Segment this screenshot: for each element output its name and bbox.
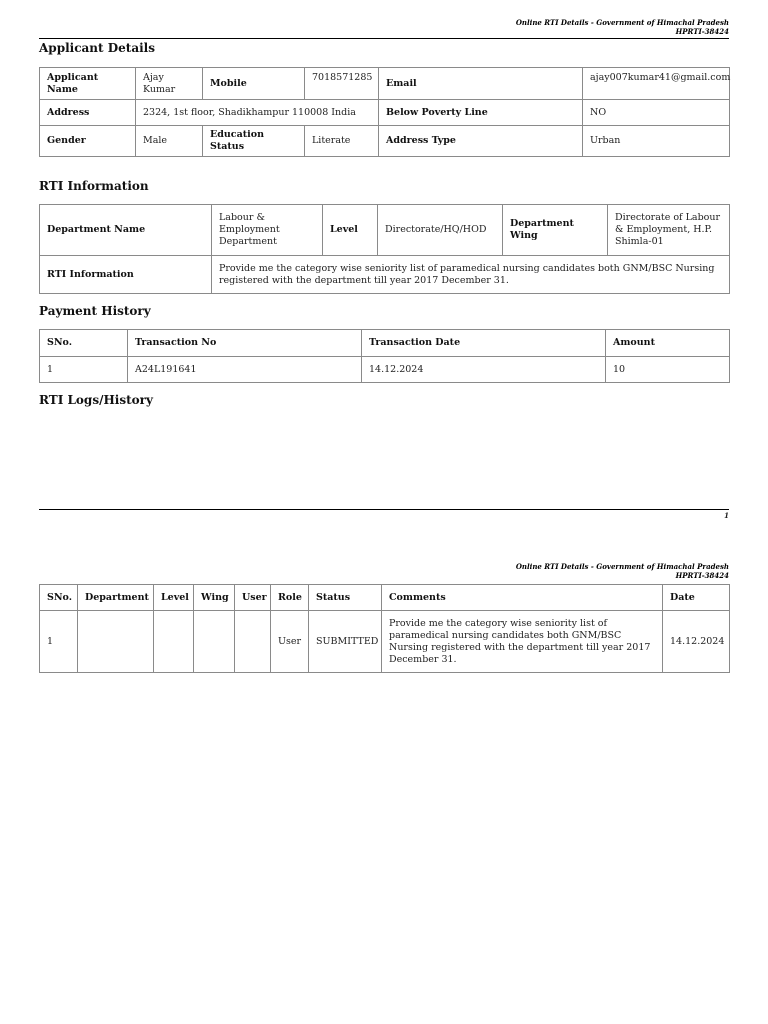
payment-sno: 1 bbox=[40, 357, 128, 383]
logs-header-sno: SNo. bbox=[40, 585, 78, 611]
payment-header-transaction-no: Transaction No bbox=[128, 330, 362, 357]
logs-date: 14.12.2024 bbox=[663, 611, 730, 673]
header-title: Online RTI Details - Government of Himachal Pradesh bbox=[515, 18, 729, 27]
bpl-label: Below Poverty Line bbox=[379, 100, 583, 126]
address-label: Address bbox=[40, 100, 136, 126]
address-type-label: Address Type bbox=[379, 126, 583, 157]
education-value: Literate bbox=[305, 126, 379, 157]
rti-information-value: Provide me the category wise seniority list of paramedical nursing candidates both GNM/BSC Nursing registered with the department till year 2017 December 31. bbox=[212, 256, 730, 294]
logs-header-user: User bbox=[235, 585, 271, 611]
department-wing-label: Department Wing bbox=[503, 205, 608, 256]
email-value: ajay007kumar41@gmail.com bbox=[583, 68, 730, 100]
logs-header-level: Level bbox=[154, 585, 194, 611]
rti-section-title: RTI Information bbox=[39, 179, 149, 193]
logs-level bbox=[154, 611, 194, 673]
education-label: Education Status bbox=[203, 126, 305, 157]
department-name-value: Labour & Employment Department bbox=[212, 205, 323, 256]
logs-header-role: Role bbox=[271, 585, 309, 611]
payment-header-amount: Amount bbox=[606, 330, 730, 357]
table-row bbox=[40, 611, 730, 673]
logs-role: User bbox=[271, 611, 309, 673]
header-rule bbox=[39, 38, 729, 39]
logs-department bbox=[78, 611, 154, 673]
level-value: Directorate/HQ/HOD bbox=[378, 205, 503, 256]
department-name-label: Department Name bbox=[40, 205, 212, 256]
applicant-table bbox=[39, 67, 730, 157]
logs-table bbox=[39, 584, 730, 673]
rti-information-label: RTI Information bbox=[40, 256, 212, 294]
logs-header-department: Department bbox=[78, 585, 154, 611]
level-label: Level bbox=[323, 205, 378, 256]
mobile-value: 7018571285 bbox=[305, 68, 379, 100]
applicant-section-title: Applicant Details bbox=[39, 41, 155, 55]
header-title-2: Online RTI Details - Government of Himachal Pradesh bbox=[515, 562, 729, 571]
logs-sno: 1 bbox=[40, 611, 78, 673]
page-number: 1 bbox=[724, 511, 729, 520]
address-value: 2324, 1st floor, Shadikhampur 110008 India bbox=[136, 100, 379, 126]
logs-section-title: RTI Logs/History bbox=[39, 393, 153, 407]
logs-comments: Provide me the category wise seniority list of paramedical nursing candidates both GNM/BSC Nursing registered with the department till year 2017 December 31. bbox=[382, 611, 663, 673]
logs-header-comments: Comments bbox=[382, 585, 663, 611]
payment-section-title: Payment History bbox=[39, 304, 151, 318]
payment-header-transaction-date: Transaction Date bbox=[362, 330, 606, 357]
logs-header-date: Date bbox=[663, 585, 730, 611]
page-header bbox=[516, 18, 729, 36]
applicant-name: Ajay Kumar bbox=[136, 68, 203, 100]
footer-rule bbox=[39, 509, 729, 510]
table-row bbox=[40, 357, 730, 383]
logs-header-status: Status bbox=[309, 585, 382, 611]
payment-transaction-no: A24L191641 bbox=[128, 357, 362, 383]
logs-header-wing: Wing bbox=[194, 585, 235, 611]
page-header-2 bbox=[516, 562, 729, 580]
applicant-name-label: Applicant Name bbox=[40, 68, 136, 100]
gender-label: Gender bbox=[40, 126, 136, 157]
department-wing-value: Directorate of Labour & Employment, H.P. Shimla-01 bbox=[608, 205, 730, 256]
logs-user bbox=[235, 611, 271, 673]
payment-transaction-date: 14.12.2024 bbox=[362, 357, 606, 383]
payment-header-sno: SNo. bbox=[40, 330, 128, 357]
logs-wing bbox=[194, 611, 235, 673]
gender-value: Male bbox=[136, 126, 203, 157]
email-label: Email bbox=[379, 68, 583, 100]
logs-status: SUBMITTED bbox=[309, 611, 382, 673]
bpl-value: NO bbox=[583, 100, 730, 126]
rti-table bbox=[39, 204, 730, 294]
mobile-label: Mobile bbox=[203, 68, 305, 100]
header-ref-2: HPRTI-38424 bbox=[675, 571, 729, 580]
payment-amount: 10 bbox=[606, 357, 730, 383]
header-ref: HPRTI-38424 bbox=[675, 27, 729, 36]
address-type-value: Urban bbox=[583, 126, 730, 157]
payment-table bbox=[39, 329, 730, 383]
